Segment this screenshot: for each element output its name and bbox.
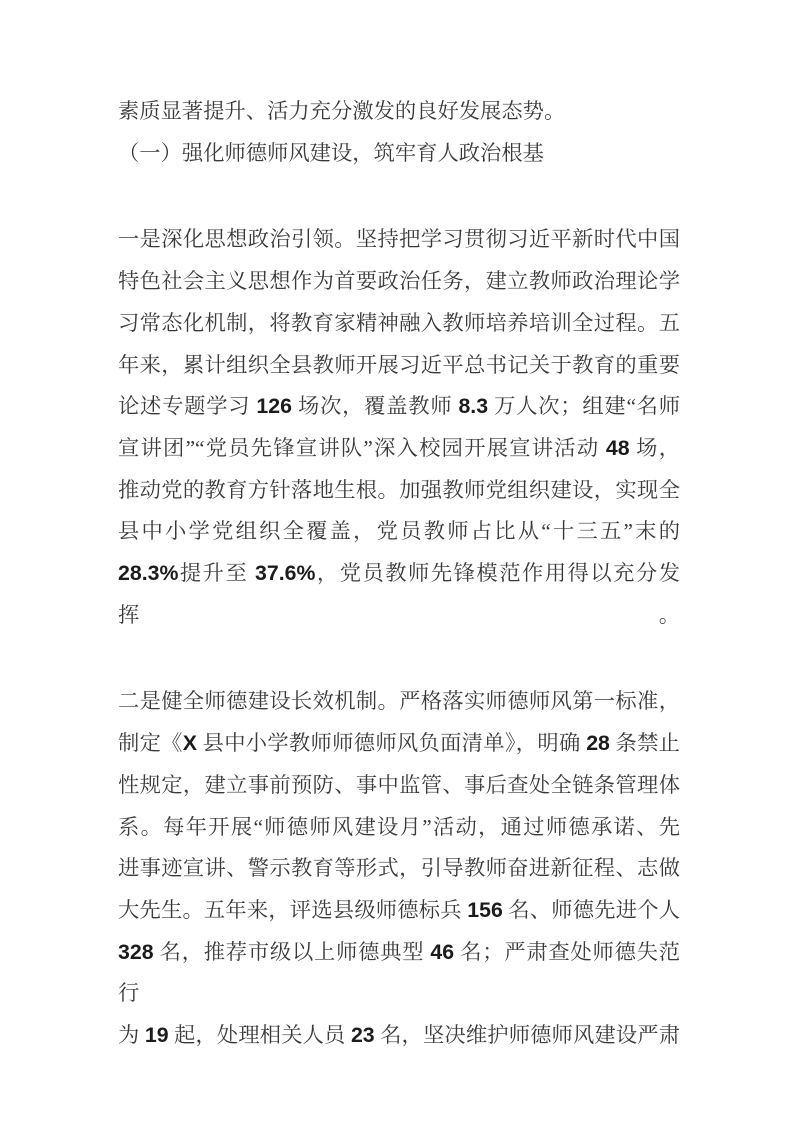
text-line: 论述专题学习 126 场次，覆盖教师 8.3 万人次；组建“名师 xyxy=(118,394,680,419)
text-line: 一是深化思想政治引领。坚持把学习贯彻习近平新时代中国 xyxy=(118,227,680,252)
text-line: 习常态化机制，将教育家精神融入教师培养培训全过程。五 xyxy=(118,310,680,335)
trailing-paragraph-line: 素质显著提升、活力充分激发的良好发展态势。 xyxy=(118,99,566,123)
paragraph-block-1 xyxy=(118,219,680,636)
section-heading: （一）强化师德师风建设，筑牢育人政治根基 xyxy=(118,140,544,165)
text-line: 二是健全师德建设长效机制。严格落实师德师风第一标准， xyxy=(118,689,680,714)
text-line: 制定《X 县中小学教师师德师风负面清单》，明确 28 条禁止 xyxy=(118,731,680,756)
text-line: 系。每年开展“师德师风建设月”活动，通过师德承诺、先 xyxy=(118,814,680,839)
text-line: 宣讲团”“党员先锋宣讲队”深入校园开展宣讲活动 48 场， xyxy=(118,435,681,460)
text-line: 28.3%提升至 37.6%，党员教师先锋模范作用得以充分发挥。 xyxy=(118,561,680,627)
text-line: 为 19 起，处理相关人员 23 名，坚决维护师德师风建设严肃 xyxy=(118,1023,680,1048)
text-line: 特色社会主义思想作为首要政治任务，建立教师政治理论学 xyxy=(118,269,680,294)
document-body xyxy=(118,91,680,1057)
text-line: 性规定，建立事前预防、事中监管、事后查处全链条管理体 xyxy=(118,772,680,797)
text-line: 推动党的教育方针落地生根。加强教师党组织建设，实现全 xyxy=(118,477,680,502)
text-line: 县中小学党组织全覆盖，党员教师占比从“十三五”末的 xyxy=(118,519,680,544)
text-line: 年来，累计组织全县教师开展习近平总书记关于教育的重要 xyxy=(118,352,680,377)
text-line: 328 名，推荐市级以上师德典型 46 名；严肃查处师德失范行 xyxy=(118,939,681,1006)
text-line: 大先生。五年来，评选县级师德标兵 156 名、师德先进个人 xyxy=(118,897,681,922)
text-line: 进事迹宣讲、警示教育等形式，引导教师奋进新征程、志做 xyxy=(118,856,680,881)
paragraph-block-2 xyxy=(118,681,680,1056)
